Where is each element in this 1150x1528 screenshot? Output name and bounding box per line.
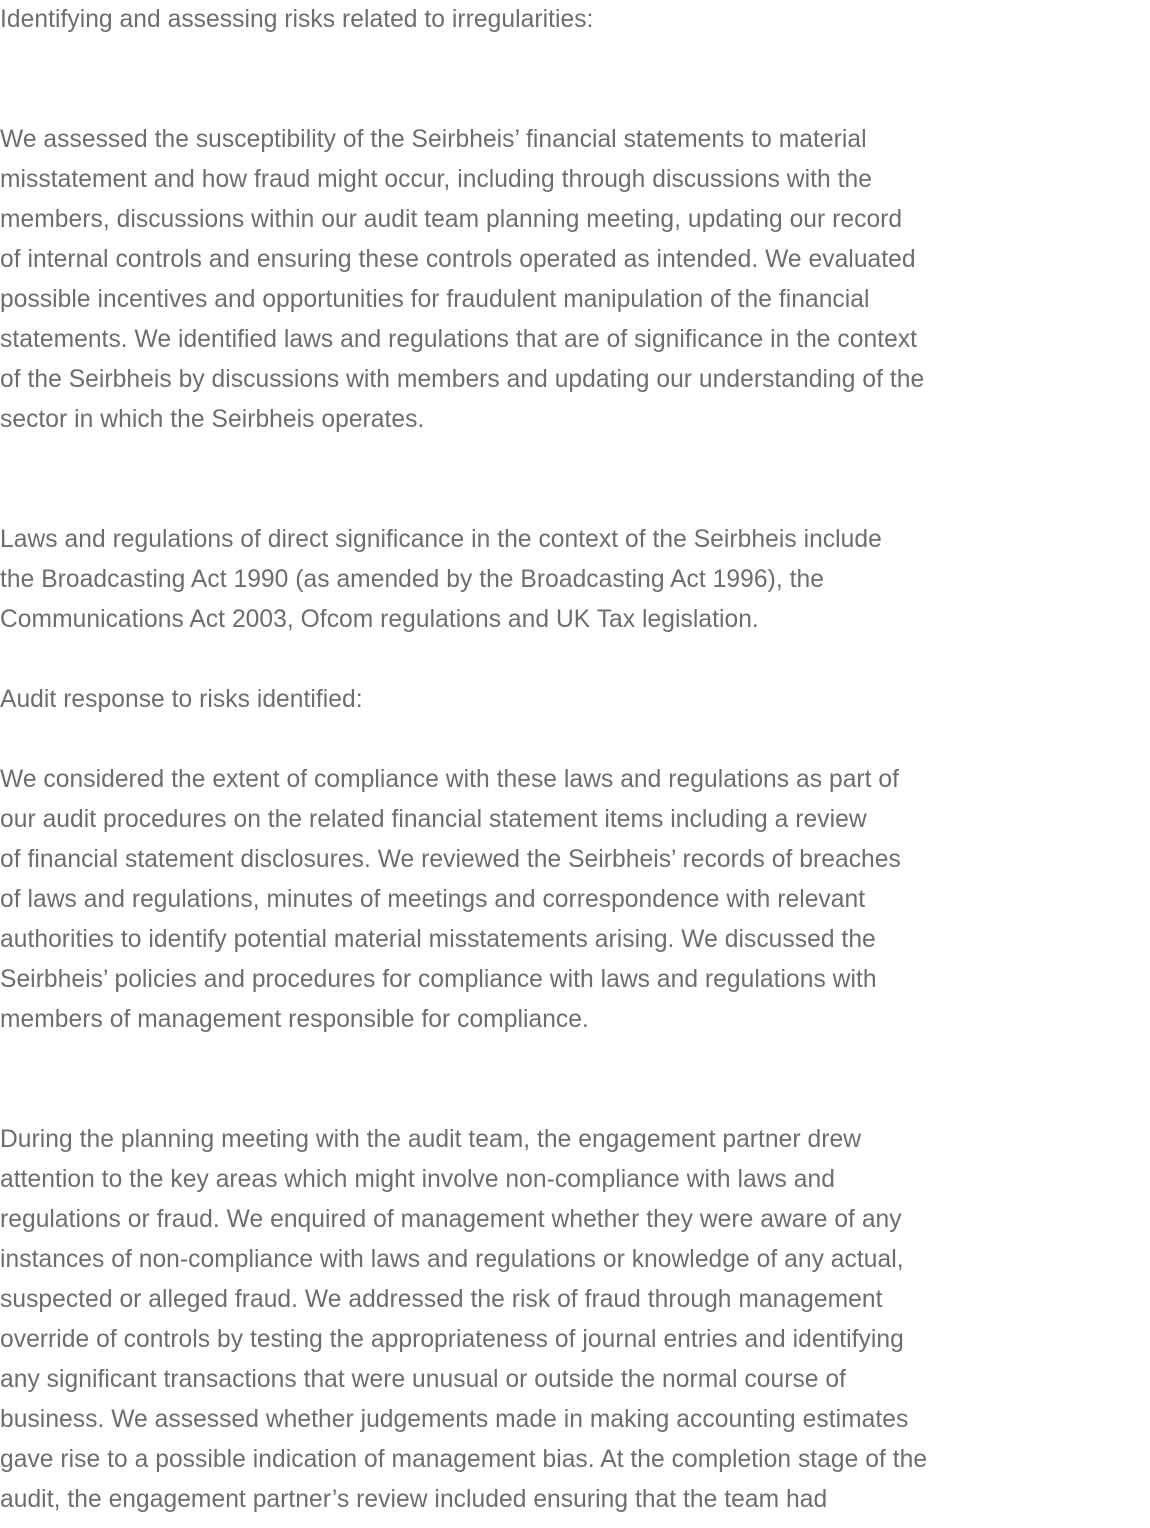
text-line: Laws and regulations of direct significance in the context of the Seirbheis include <box>0 526 882 553</box>
text-line: We considered the extent of compliance with these laws and regulations as part of <box>0 766 900 793</box>
paragraph-compliance <box>0 760 901 1040</box>
paragraph-heading-audit-response <box>0 680 363 720</box>
text-line: sector in which the Seirbheis operates. <box>0 406 425 433</box>
text-line: the Broadcasting Act 1990 (as amended by the Broadcasting Act 1996), the <box>0 566 824 593</box>
text-line: gave rise to a possible indication of management bias. At the completion stage of the <box>0 1446 928 1473</box>
text-line: our audit procedures on the related financial statement items including a review <box>0 806 867 833</box>
text-line: audit, the engagement partner’s review included ensuring that the team had <box>0 1486 828 1513</box>
text-line: any significant transactions that were unusual or outside the normal course of <box>0 1366 847 1393</box>
text-line: statements. We identified laws and regulations that are of significance in the context <box>0 326 918 353</box>
text-line: members of management responsible for compliance. <box>0 1006 589 1033</box>
text-line: Audit response to risks identified: <box>0 686 363 713</box>
text-line: regulations or fraud. We enquired of management whether they were aware of any <box>0 1206 902 1233</box>
text-line: possible incentives and opportunities for fraudulent manipulation of the financial <box>0 286 870 313</box>
text-line: authorities to identify potential material misstatements arising. We discussed the <box>0 926 876 953</box>
paragraph-heading-irregularities <box>0 0 593 40</box>
text-line: of laws and regulations, minutes of meetings and correspondence with relevant <box>0 886 866 913</box>
text-line: During the planning meeting with the audit team, the engagement partner drew <box>0 1126 862 1153</box>
text-line: business. We assessed whether judgements made in making accounting estimates <box>0 1406 909 1433</box>
text-line: of the Seirbheis by discussions with members and updating our understanding of the <box>0 366 925 393</box>
paragraph-planning-meeting <box>0 1120 927 1520</box>
text-line: instances of non-compliance with laws and regulations or knowledge of any actual, <box>0 1246 904 1273</box>
text-line: attention to the key areas which might involve non-compliance with laws and <box>0 1166 835 1193</box>
text-line: suspected or alleged fraud. We addressed the risk of fraud through management <box>0 1286 883 1313</box>
text-line: Seirbheis’ policies and procedures for compliance with laws and regulations with <box>0 966 877 993</box>
text-line: We assessed the susceptibility of the Seirbheis’ financial statements to material <box>0 126 867 153</box>
paragraph-laws-regulations <box>0 520 882 640</box>
text-line: override of controls by testing the appropriateness of journal entries and identifying <box>0 1326 904 1353</box>
text-line: members, discussions within our audit team planning meeting, updating our record <box>0 206 903 233</box>
text-line: misstatement and how fraud might occur, including through discussions with the <box>0 166 872 193</box>
text-line: Communications Act 2003, Ofcom regulations and UK Tax legislation. <box>0 606 759 633</box>
paragraph-susceptibility <box>0 120 924 440</box>
text-line: Identifying and assessing risks related to irregularities: <box>0 6 594 33</box>
text-line: of financial statement disclosures. We reviewed the Seirbheis’ records of breaches <box>0 846 901 873</box>
text-line: of internal controls and ensuring these controls operated as intended. We evaluated <box>0 246 916 273</box>
